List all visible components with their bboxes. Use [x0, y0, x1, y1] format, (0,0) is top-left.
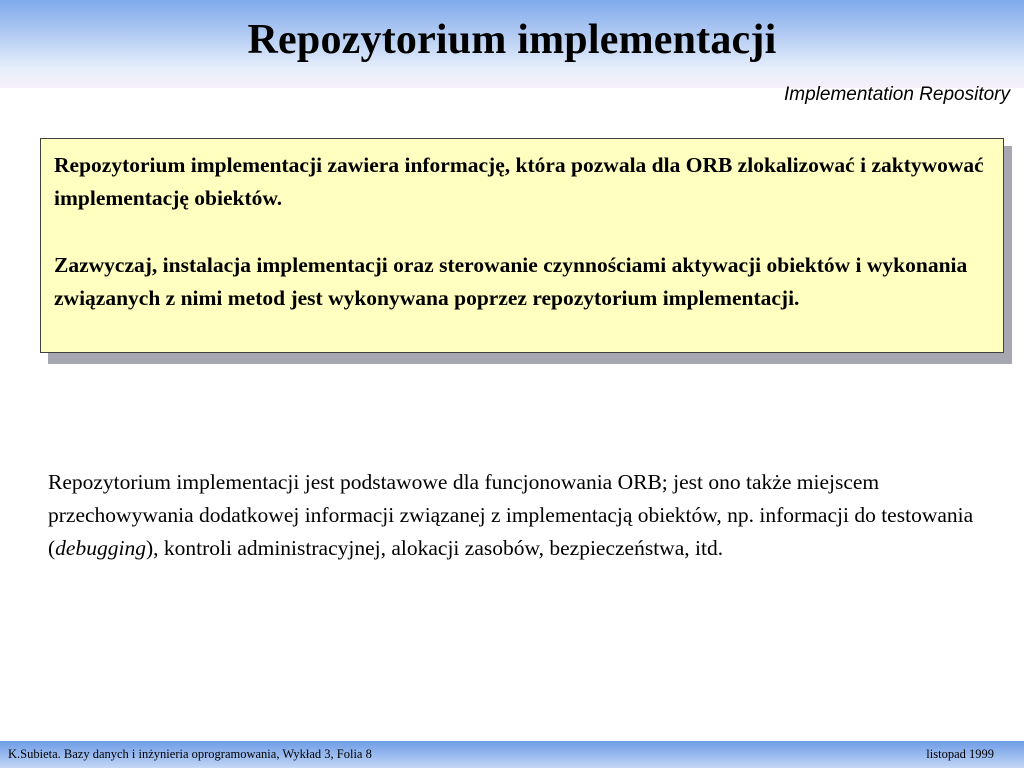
- body-italic-term: debugging: [55, 536, 146, 560]
- body-paragraph: [48, 466, 1008, 565]
- slide-subtitle: Implementation Repository: [784, 84, 1010, 105]
- body-text-after: ), kontroli administracyjnej, alokacji zasobów, bezpieczeństwa, itd.: [145, 536, 724, 560]
- callout-paragraph-1: Repozytorium implementacji zawiera informację, która pozwala dla ORB zlokalizować i zaktywować implementację obiektów.: [54, 153, 984, 210]
- footer-left-text: K.Subieta. Bazy danych i inżynieria oprogramowania, Wykład 3, Folia 8: [8, 747, 372, 761]
- slide-title: Repozytorium implementacji: [247, 17, 777, 63]
- callout-box: [40, 138, 1004, 353]
- callout-paragraph-2: Zazwyczaj, instalacja implementacji oraz sterowanie czynnościami aktywacji obiektów i wykonania związanych z nimi metod jest wykonywana poprzez repozytorium implementacji.: [54, 253, 968, 310]
- footer-date: listopad 1999: [926, 747, 994, 761]
- body-text-before: Repozytorium implementacji jest podstawowe dla funcjonowania ORB; jest ono także miejscem przechowywania dodatkowej informacji związanej z implementacją obiektów, np. informacji do testowania (: [48, 470, 974, 560]
